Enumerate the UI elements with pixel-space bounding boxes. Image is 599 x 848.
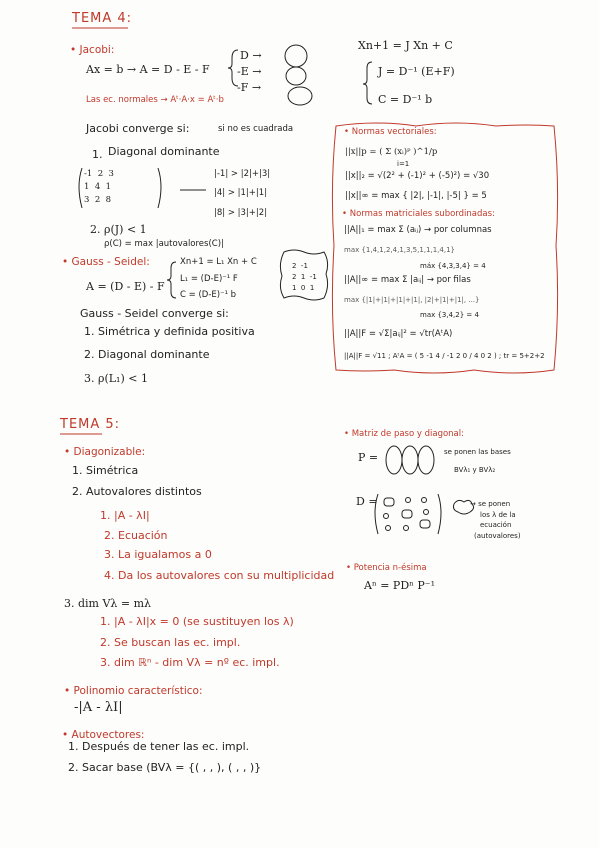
matriz-d-label: D = <box>356 495 378 508</box>
diag-sub-1: 1. |A - λI|x = 0 (se sustituyen los λ) <box>100 615 294 628</box>
jacobi-cond1: Diagonal dominante <box>108 145 220 158</box>
norma-1-def: ||A||₁ = max Σ (aᵢⱼ) → por columnas <box>344 225 492 235</box>
matriz-d-note-1: → se ponen <box>470 500 511 508</box>
matriz-p-note: se ponen las bases <box>444 448 511 456</box>
norma-p: ||x||p = ( Σ (xᵢ)ᵖ )^1/p <box>345 147 438 157</box>
gauss-cond2: 2. Diagonal dominante <box>84 348 210 361</box>
matriz-d-note-2: los λ de la <box>480 511 516 519</box>
gauss-cond3: 3. ρ(L₁) < 1 <box>84 372 148 385</box>
jacobi-cond1-num: 1. <box>92 148 103 161</box>
d-diag-3 <box>420 520 430 528</box>
matriz-p-note-bases: BVλ₁ y BVλ₂ <box>454 466 496 474</box>
brace-jacobi <box>363 62 372 104</box>
gauss-iteration: Xn+1 = L₁ Xn + C <box>180 257 257 267</box>
diagonalizable-heading: • Diagonizable: <box>64 446 146 458</box>
polinomio-expression: -|A - λI| <box>74 700 123 715</box>
cloud-f <box>288 87 312 105</box>
norma-frobenius-example: ||A||F = √11 ; AᵗA = ( 5 -1 4 / -1 2 0 / 4 0 2 ) ; tr = 5+2+2 <box>344 352 545 360</box>
matriz-d-note-4: (autovalores) <box>474 532 521 540</box>
dominance-row-2: |4| > |1|+|1| <box>214 188 268 198</box>
tema4-title: TEMA 4: <box>72 11 133 26</box>
matrix-row: 3 2 8 <box>84 194 112 205</box>
jacobi-heading: • Jacobi: <box>70 44 115 56</box>
diag-sub-3: 3. dim ℝⁿ - dim Vλ = nº ec. impl. <box>100 656 280 669</box>
boxed-matrix <box>292 262 317 292</box>
gauss-converge-label: Gauss - Seidel converge si: <box>80 307 229 320</box>
jacobi-j-matrix: J = D⁻¹ (E+F) <box>378 65 455 78</box>
tema5-title: TEMA 5: <box>60 417 121 432</box>
gauss-l1: L₁ = (D-E)⁻¹ F <box>180 274 238 284</box>
brace-item-e: -E → <box>237 65 262 78</box>
example-matrix <box>84 170 114 205</box>
d-diag-1 <box>384 498 394 506</box>
jacobi-converge-label: Jacobi converge si: <box>86 122 190 135</box>
norma-inf-def: ||A||∞ = max Σ |aᵢⱼ| → por filas <box>344 275 471 285</box>
d-zero <box>386 526 391 531</box>
cloud-d <box>285 45 307 67</box>
dominance-row-3: |8| > |3|+|2| <box>214 208 268 218</box>
p-column-1 <box>386 446 402 474</box>
p-column-3 <box>418 446 434 474</box>
diag-item-3: 3. dim Vλ = mλ <box>64 597 152 610</box>
ecuaciones-normales: Las ec. normales → Aᵗ·A·x = Aᵗ·b <box>86 95 224 105</box>
norma-inf-sums: max {|1|+|1|+|1|+|1|, |2|+|1|+|1|, ...} <box>344 296 480 304</box>
dominance-row-1: |-1| > |2|+|3| <box>214 169 271 179</box>
gauss-c: C = (D-E)⁻¹ b <box>180 290 237 300</box>
p-column-2 <box>402 446 418 474</box>
spectral-radius-def: ρ(C) = max |autovalores(C)| <box>104 239 224 249</box>
matrix-row: -1 2 3 <box>84 169 114 179</box>
norma-1-result: máx {4,3,3,4} = 4 <box>420 262 486 270</box>
gauss-cond1: 1. Simétrica y definida positiva <box>84 325 255 338</box>
matrix-row: 2 -1 <box>292 262 308 270</box>
autovectores-heading: • Autovectores: <box>62 729 145 741</box>
diag-item-1: 1. Simétrica <box>72 464 139 477</box>
potencia-formula: Aⁿ = PDⁿ P⁻¹ <box>364 579 436 592</box>
norma-inf-example: ||x||∞ = max { |2|, |-1|, |-5| } = 5 <box>345 191 487 201</box>
d-paren-right <box>438 494 441 534</box>
jacobi-decomposition: Ax = b → A = D - E - F <box>86 63 210 76</box>
d-zero <box>406 498 411 503</box>
d-diag-2 <box>402 510 412 518</box>
jacobi-converge-note: si no es cuadrada <box>218 124 294 134</box>
diag-step-2: 2. Ecuación <box>104 529 168 542</box>
matrix-row: 1 0 1 <box>292 284 315 293</box>
d-zero <box>422 498 427 503</box>
diag-step-4: 4. Da los autovalores con su multiplicidad <box>104 569 335 582</box>
matrix-row: 2 1 -1 <box>292 273 317 282</box>
gauss-seidel-heading: • Gauss - Seidel: <box>62 256 150 268</box>
jacobi-cond2: 2. ρ(J) < 1 <box>90 223 147 236</box>
matriz-d-note-3: ecuación <box>480 521 512 529</box>
diag-item-2: 2. Autovalores distintos <box>72 485 202 498</box>
autovec-step-2: 2. Sacar base (BVλ = {( , , ), ( , , )} <box>68 761 262 774</box>
diag-step-3: 3. La igualamos a 0 <box>104 548 212 561</box>
matriz-p-label: P = <box>358 451 379 464</box>
autovec-step-1: 1. Después de tener las ec. impl. <box>68 740 250 753</box>
norma-frobenius-def: ||A||F = √Σ|aᵢⱼ|² = √tr(AᵗA) <box>344 329 453 339</box>
d-zero <box>404 526 409 531</box>
norma-1-sums: max {1,4,1,2,4,1,3,5,1,1,1,4,1} <box>344 246 455 254</box>
d-zero <box>384 514 389 519</box>
gauss-decomposition: A = (D - E) - F <box>86 280 165 293</box>
norma-inf-result: max {3,4,2} = 4 <box>420 311 479 319</box>
cloud-e <box>286 67 306 85</box>
normas-matriciales-heading: • Normas matriciales subordinadas: <box>342 209 495 219</box>
diag-sub-2: 2. Se buscan las ec. impl. <box>100 636 241 649</box>
norma-p-index: i=1 <box>397 160 410 168</box>
norma-2-example: ||x||₂ = √(2² + (-1)² + (-5)²) = √30 <box>345 171 490 181</box>
brace-gauss <box>167 262 176 298</box>
paren-left <box>79 168 82 208</box>
jacobi-c-vector: C = D⁻¹ b <box>378 93 433 106</box>
d-zero <box>424 510 429 515</box>
polinomio-heading: • Polinomio característico: <box>64 685 203 697</box>
brace-item-f: -F → <box>237 81 262 94</box>
diag-step-1: 1. |A - λI| <box>100 509 150 522</box>
potencia-heading: • Potencia n-ésima <box>346 563 427 573</box>
brace-item-d: D → <box>240 49 262 62</box>
jacobi-iteration: Xn+1 = J Xn + C <box>358 39 453 52</box>
paren-right <box>158 168 161 208</box>
matriz-paso-heading: • Matriz de paso y diagonal: <box>344 429 464 439</box>
matrix-row: 1 4 1 <box>84 181 112 192</box>
normas-vectoriales-heading: • Normas vectoriales: <box>344 127 437 137</box>
